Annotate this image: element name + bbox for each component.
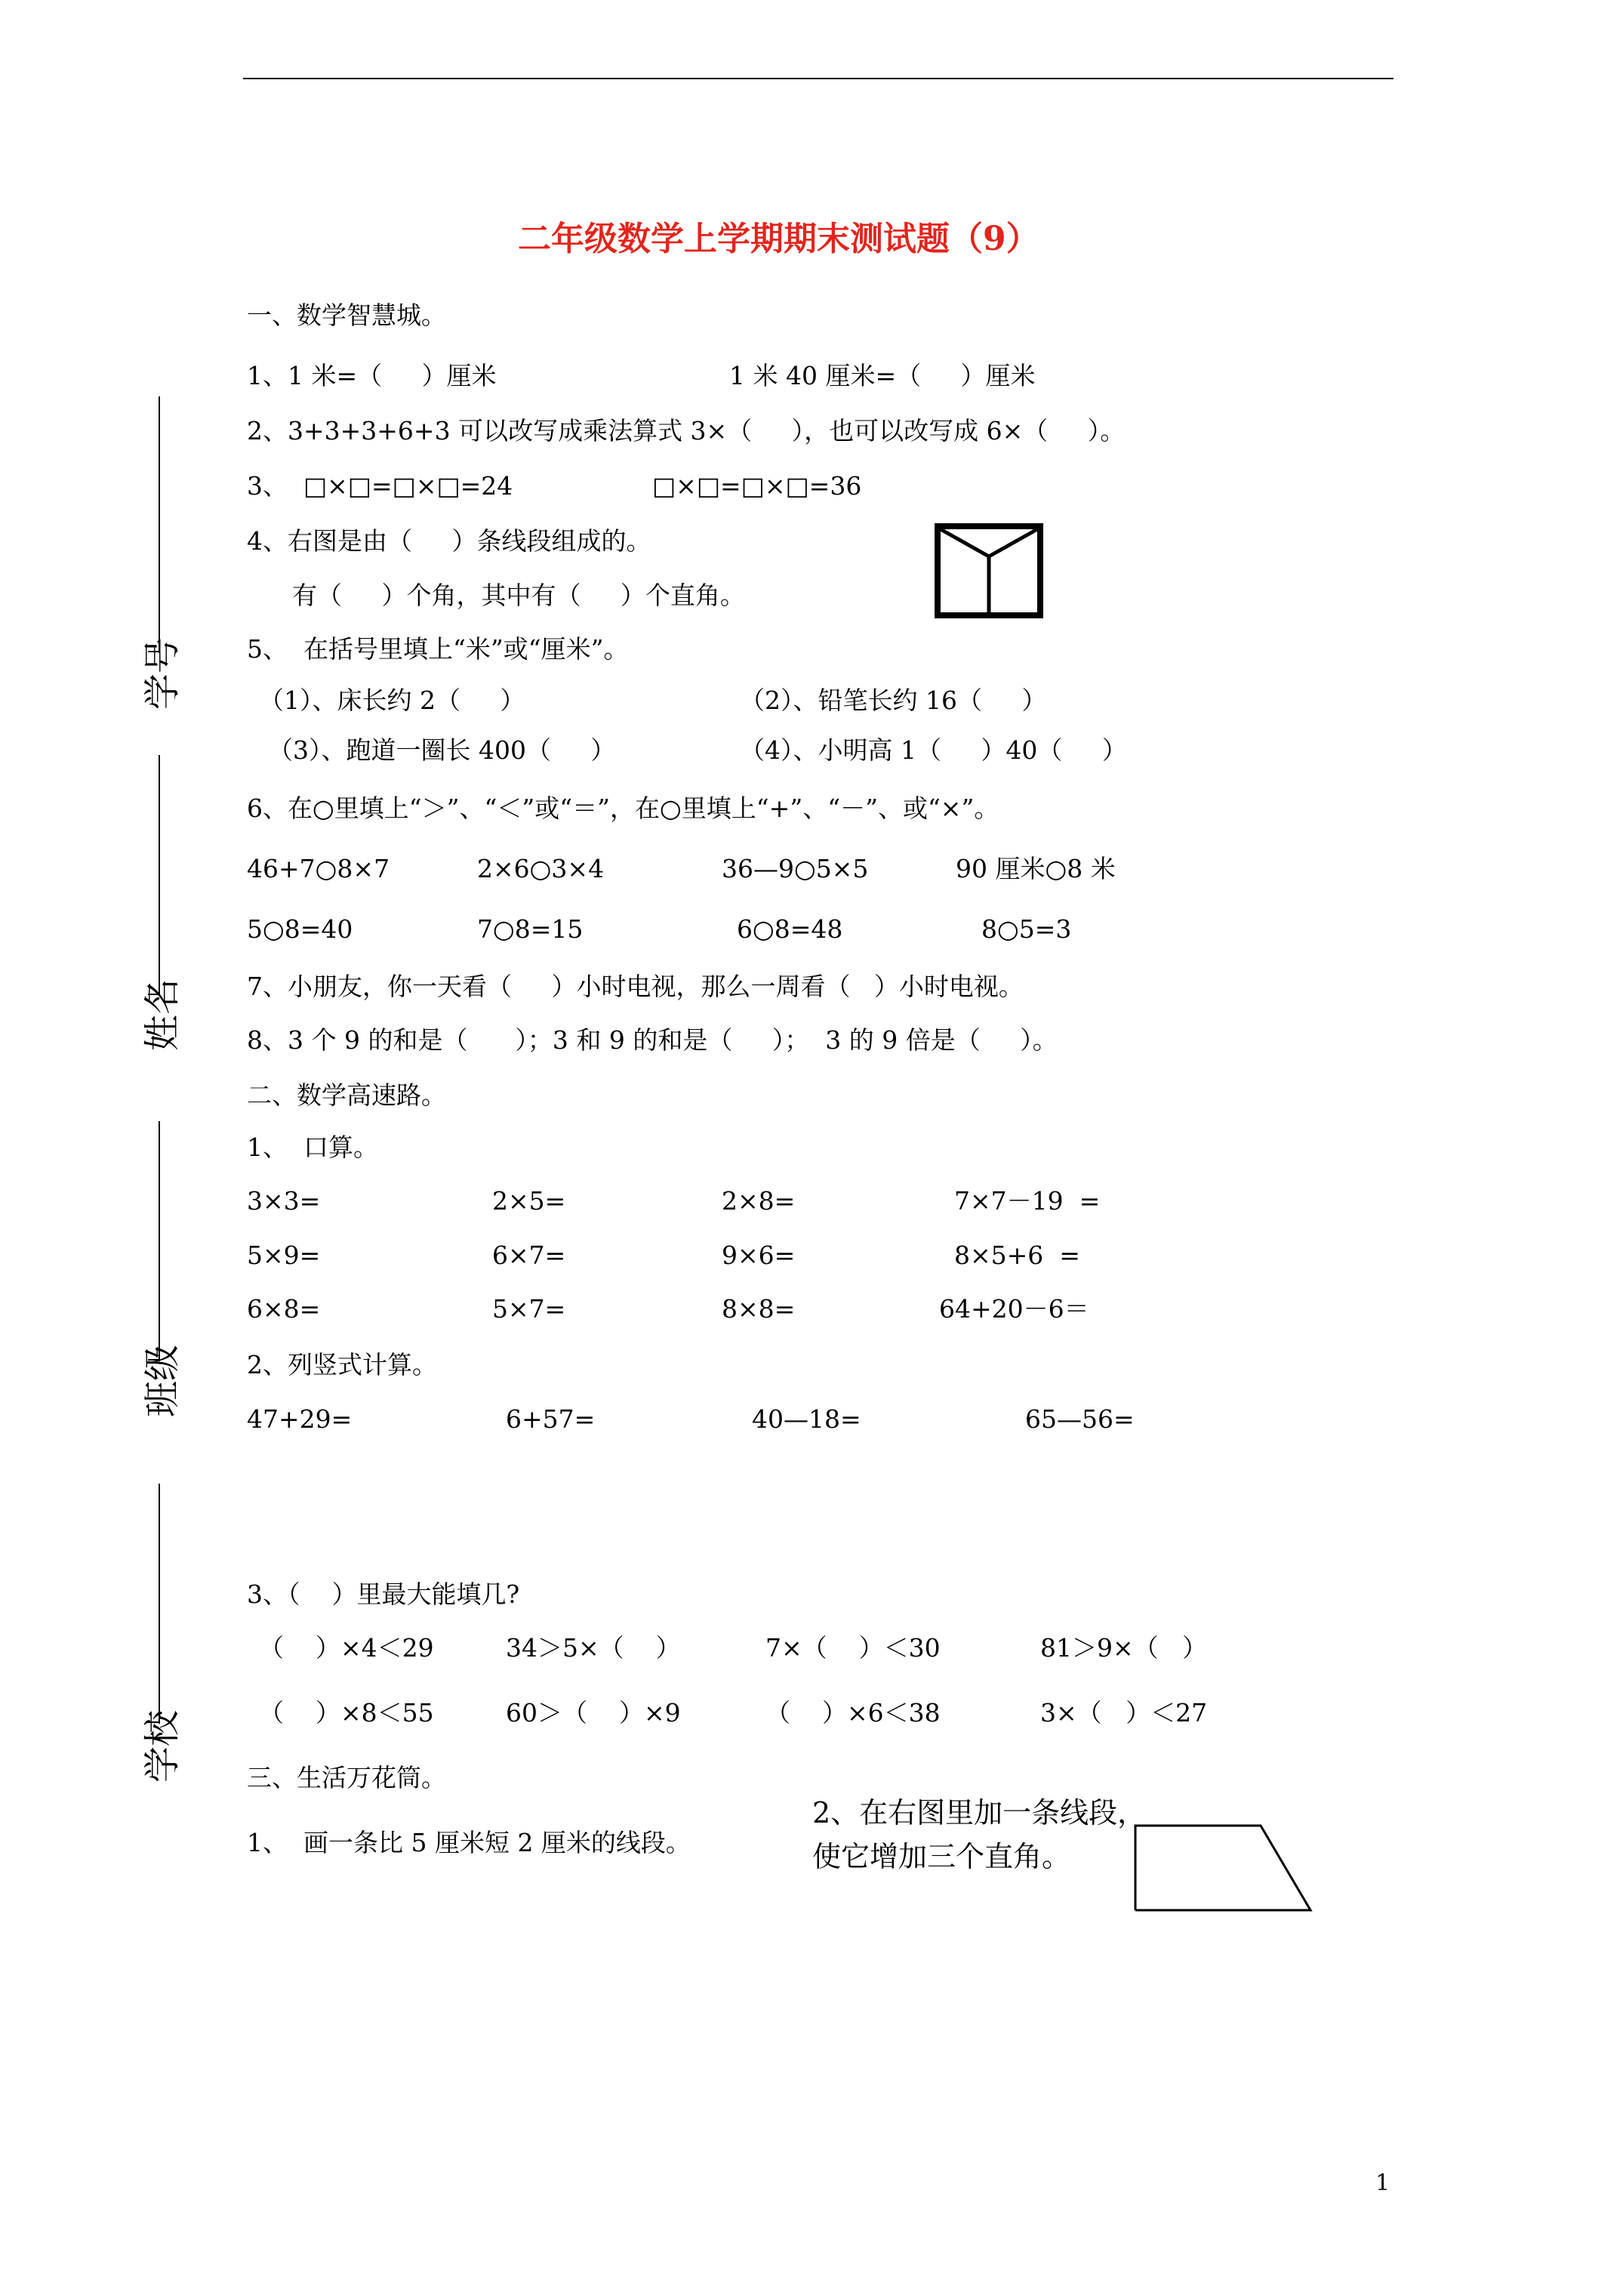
- section2-heading: 二、数学高速路。: [247, 1080, 446, 1110]
- operator-3: 6○8=48: [737, 914, 843, 944]
- question-2: 2、3+3+3+6+3 可以改写成乘法算式 3×（ ），也可以改写成 6×（ ）。: [247, 416, 1126, 445]
- binding-line-2: [159, 755, 160, 995]
- calc-7: 9×6=: [722, 1240, 796, 1270]
- question-1a: 1、1 米=（ ）厘米: [247, 361, 497, 390]
- question-5-3: （3）、跑道一圈长 400（ ）: [268, 735, 616, 765]
- line-segment-figure: [935, 523, 1045, 620]
- section3-heading: 三、生活万花筒。: [247, 1763, 446, 1792]
- binding-line-1: [159, 396, 160, 653]
- question-5-4: （4）、小明高 1（ ）40（ ）: [740, 735, 1127, 765]
- section1-heading: 一、数学智慧城。: [247, 300, 446, 330]
- calc-4: 7×7－19 =: [954, 1186, 1101, 1216]
- add-segment-line1: 2、在右图里加一条线段，: [812, 1796, 1147, 1829]
- draw-line-question: 1、 画一条比 5 厘米短 2 厘米的线段。: [247, 1828, 691, 1857]
- school-label: 学校: [141, 1710, 183, 1783]
- question-6: 6、在○里填上“＞”、“＜”或“＝”，在○里填上“+”、“－”、或“×”。: [247, 794, 999, 823]
- calc-6: 6×7=: [492, 1240, 566, 1270]
- operator-2: 7○8=15: [477, 914, 584, 944]
- question-4a: 4、右图是由（ ）条线段组成的。: [247, 526, 651, 556]
- vertical-1: 47+29=: [247, 1404, 353, 1434]
- compare-3: 36—9○5×5: [722, 854, 869, 883]
- calc-2: 2×5=: [492, 1186, 566, 1216]
- calc-10: 5×7=: [492, 1294, 566, 1324]
- operator-1: 5○8=40: [247, 914, 353, 944]
- max-5: （ ）×8＜55: [259, 1698, 434, 1727]
- question-7: 7、小朋友，你一天看（ ）小时电视，那么一周看（ ）小时电视。: [247, 972, 1024, 1001]
- page-title: 二年级数学上学期期末测试题（9）: [518, 220, 1039, 258]
- max-8: 3×（ ）＜27: [1040, 1698, 1208, 1727]
- binding-line-3: [159, 1121, 160, 1361]
- compare-1: 46+7○8×7: [247, 854, 390, 883]
- calc-11: 8×8=: [722, 1294, 796, 1324]
- question-5-1: （1）、床长约 2（ ）: [259, 686, 525, 715]
- operator-4: 8○5=3: [981, 914, 1072, 944]
- vertical-3: 40—18=: [752, 1404, 861, 1434]
- question-3b: □×□=□×□=36: [652, 471, 862, 501]
- binding-line-4: [159, 1484, 160, 1724]
- calc-3: 2×8=: [722, 1186, 796, 1216]
- student-id-label: 学号: [141, 637, 183, 710]
- max-4: 81＞9×（ ）: [1040, 1633, 1208, 1663]
- trapezoid-figure: [1132, 1820, 1313, 1913]
- vertical-2: 6+57=: [506, 1404, 596, 1434]
- question-1b: 1 米 40 厘米=（ ）厘米: [729, 361, 1036, 390]
- vertical-calc-label: 2、列竖式计算。: [247, 1350, 437, 1379]
- mental-math-label: 1、 口算。: [247, 1133, 378, 1162]
- max-7: （ ）×6＜38: [765, 1698, 941, 1727]
- class-label: 班级: [141, 1345, 183, 1418]
- name-label: 姓名: [141, 978, 183, 1052]
- question-5-2: （2）、铅笔长约 16（ ）: [740, 686, 1047, 715]
- question-3a: 3、 □×□=□×□=24: [247, 471, 513, 501]
- calc-12: 64+20－6＝: [939, 1294, 1089, 1324]
- compare-2: 2×6○3×4: [477, 854, 605, 883]
- max-fill-label: 3、（ ）里最大能填几?: [247, 1579, 520, 1609]
- calc-5: 5×9=: [247, 1240, 321, 1270]
- vertical-4: 65—56=: [1025, 1404, 1135, 1434]
- header-rule: [243, 78, 1394, 79]
- max-1: （ ）×4＜29: [259, 1633, 434, 1663]
- calc-8: 8×5+6 =: [954, 1240, 1080, 1270]
- compare-4: 90 厘米○8 米: [956, 854, 1116, 883]
- max-3: 7×（ ）＜30: [765, 1633, 941, 1663]
- calc-9: 6×8=: [247, 1294, 321, 1324]
- max-2: 34＞5×（ ）: [506, 1633, 681, 1663]
- max-6: 60＞（ ）×9: [506, 1698, 681, 1727]
- add-segment-line2: 使它增加三个直角。: [812, 1840, 1071, 1873]
- calc-1: 3×3=: [247, 1186, 321, 1216]
- question-4b: 有（ ）个角，其中有（ ）个直角。: [292, 581, 745, 610]
- question-8: 8、3 个 9 的和是（ ）；3 和 9 的和是（ ）； 3 的 9 倍是（ ）。: [247, 1025, 1058, 1055]
- page-number: 1: [1375, 2170, 1390, 2196]
- question-5: 5、 在括号里填上“米”或“厘米”。: [247, 634, 629, 664]
